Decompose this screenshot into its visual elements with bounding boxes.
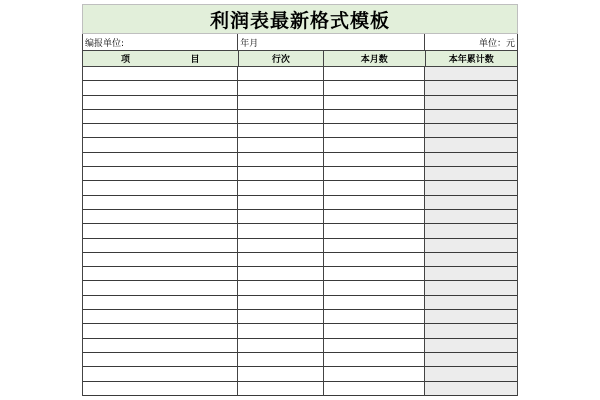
ytd-cell[interactable] (425, 267, 517, 281)
table-body (82, 67, 518, 396)
this-month-cell[interactable] (324, 281, 426, 295)
item-cell[interactable] (83, 138, 238, 152)
line-no-cell[interactable] (238, 239, 324, 253)
this-month-cell[interactable] (324, 339, 426, 353)
line-no-cell[interactable] (238, 296, 324, 310)
ytd-cell[interactable] (425, 310, 517, 324)
column-header-this-month-label: 本月数 (360, 55, 388, 65)
period-label: 年月 (240, 38, 259, 49)
table-row (83, 124, 517, 138)
this-month-cell[interactable] (324, 296, 426, 310)
spreadsheet (82, 4, 518, 396)
ytd-cell[interactable] (425, 167, 517, 181)
this-month-cell[interactable] (324, 353, 426, 367)
item-cell[interactable] (83, 382, 238, 396)
line-no-cell[interactable] (238, 224, 324, 238)
period-cell[interactable] (238, 34, 425, 50)
line-no-cell[interactable] (238, 110, 324, 124)
item-cell[interactable] (83, 210, 238, 224)
line-no-cell[interactable] (238, 138, 324, 152)
table-row (83, 296, 517, 310)
table-row (83, 353, 517, 367)
ytd-cell[interactable] (425, 324, 517, 338)
item-cell[interactable] (83, 224, 238, 238)
table-row (83, 367, 517, 381)
ytd-cell[interactable] (425, 210, 517, 224)
table-row (83, 224, 517, 238)
this-month-cell[interactable] (324, 196, 426, 210)
ytd-cell[interactable] (425, 196, 517, 210)
line-no-cell[interactable] (238, 124, 324, 138)
column-header-item-right: 目 (190, 55, 200, 65)
line-no-cell[interactable] (238, 167, 324, 181)
table-row (83, 382, 517, 396)
ytd-cell[interactable] (425, 296, 517, 310)
table-row (83, 110, 517, 124)
ytd-cell[interactable] (425, 81, 517, 95)
ytd-cell[interactable] (425, 138, 517, 152)
item-cell[interactable] (83, 153, 238, 167)
ytd-cell[interactable] (425, 181, 517, 195)
table-row (83, 324, 517, 338)
line-no-cell[interactable] (238, 310, 324, 324)
table-row (83, 267, 517, 281)
this-month-cell[interactable] (324, 382, 426, 396)
ytd-cell[interactable] (425, 367, 517, 381)
item-cell[interactable] (83, 324, 238, 338)
this-month-cell[interactable] (324, 67, 426, 81)
item-cell[interactable] (83, 110, 238, 124)
ytd-cell[interactable] (425, 124, 517, 138)
item-cell[interactable] (83, 167, 238, 181)
line-no-cell[interactable] (238, 267, 324, 281)
table-row (83, 339, 517, 353)
table-row (83, 96, 517, 110)
table-row (83, 138, 517, 152)
this-month-cell[interactable] (324, 181, 426, 195)
this-month-cell[interactable] (324, 224, 426, 238)
item-cell[interactable] (83, 124, 238, 138)
table-row (83, 239, 517, 253)
item-cell[interactable] (83, 339, 238, 353)
item-cell[interactable] (83, 296, 238, 310)
line-no-cell[interactable] (238, 81, 324, 95)
item-cell[interactable] (83, 267, 238, 281)
page-title: 利润表最新格式模板 (209, 9, 390, 32)
this-month-cell[interactable] (324, 310, 426, 324)
column-header-line-no-label: 行次 (271, 55, 290, 65)
column-header-row (82, 51, 518, 67)
column-header-item[interactable] (83, 51, 239, 66)
line-no-cell[interactable] (238, 367, 324, 381)
item-cell[interactable] (83, 67, 238, 81)
this-month-cell[interactable] (324, 167, 426, 181)
this-month-cell[interactable] (324, 138, 426, 152)
line-no-cell[interactable] (238, 253, 324, 267)
item-cell[interactable] (83, 281, 238, 295)
this-month-cell[interactable] (324, 253, 426, 267)
line-no-cell[interactable] (238, 339, 324, 353)
line-no-cell[interactable] (238, 67, 324, 81)
ytd-cell[interactable] (425, 224, 517, 238)
ytd-cell[interactable] (425, 67, 517, 81)
column-header-this-month[interactable] (324, 51, 425, 66)
item-cell[interactable] (83, 367, 238, 381)
title-cell[interactable] (82, 4, 518, 34)
item-cell[interactable] (83, 81, 238, 95)
ytd-cell[interactable] (425, 281, 517, 295)
table-row (83, 196, 517, 210)
line-no-cell[interactable] (238, 353, 324, 367)
ytd-cell[interactable] (425, 339, 517, 353)
ytd-cell[interactable] (425, 96, 517, 110)
line-no-cell[interactable] (238, 324, 324, 338)
table-row (83, 153, 517, 167)
column-header-ytd[interactable] (426, 51, 517, 66)
this-month-cell[interactable] (324, 110, 426, 124)
item-cell[interactable] (83, 181, 238, 195)
item-cell[interactable] (83, 253, 238, 267)
ytd-cell[interactable] (425, 253, 517, 267)
this-month-cell[interactable] (324, 81, 426, 95)
this-month-cell[interactable] (324, 324, 426, 338)
this-month-cell[interactable] (324, 267, 426, 281)
table-row (83, 167, 517, 181)
table-row (83, 253, 517, 267)
table-row (83, 310, 517, 324)
item-cell[interactable] (83, 239, 238, 253)
item-cell[interactable] (83, 96, 238, 110)
line-no-cell[interactable] (238, 382, 324, 396)
ytd-cell[interactable] (425, 382, 517, 396)
reporting-unit-label: 编报单位: (85, 38, 125, 49)
this-month-cell[interactable] (324, 124, 426, 138)
this-month-cell[interactable] (324, 367, 426, 381)
currency-unit-label: 单位：元 (478, 38, 515, 49)
line-no-cell[interactable] (238, 210, 324, 224)
this-month-cell[interactable] (324, 153, 426, 167)
column-header-item-left: 项 (121, 55, 131, 65)
table-row (83, 181, 517, 195)
ytd-cell[interactable] (425, 353, 517, 367)
line-no-cell[interactable] (238, 196, 324, 210)
item-cell[interactable] (83, 196, 238, 210)
this-month-cell[interactable] (324, 210, 426, 224)
table-row (83, 67, 517, 81)
currency-unit-cell[interactable] (425, 34, 517, 50)
item-cell[interactable] (83, 310, 238, 324)
ytd-cell[interactable] (425, 239, 517, 253)
this-month-cell[interactable] (324, 239, 426, 253)
line-no-cell[interactable] (238, 181, 324, 195)
item-cell[interactable] (83, 353, 238, 367)
column-header-ytd-label: 本年累计数 (448, 55, 494, 65)
ytd-cell[interactable] (425, 110, 517, 124)
table-row (83, 210, 517, 224)
line-no-cell[interactable] (238, 281, 324, 295)
table-row (83, 281, 517, 295)
this-month-cell[interactable] (324, 96, 426, 110)
column-header-line-no[interactable] (239, 51, 325, 66)
line-no-cell[interactable] (238, 96, 324, 110)
info-row (82, 34, 518, 51)
table-row (83, 81, 517, 95)
line-no-cell[interactable] (238, 153, 324, 167)
ytd-cell[interactable] (425, 153, 517, 167)
reporting-unit-cell[interactable] (83, 34, 238, 50)
